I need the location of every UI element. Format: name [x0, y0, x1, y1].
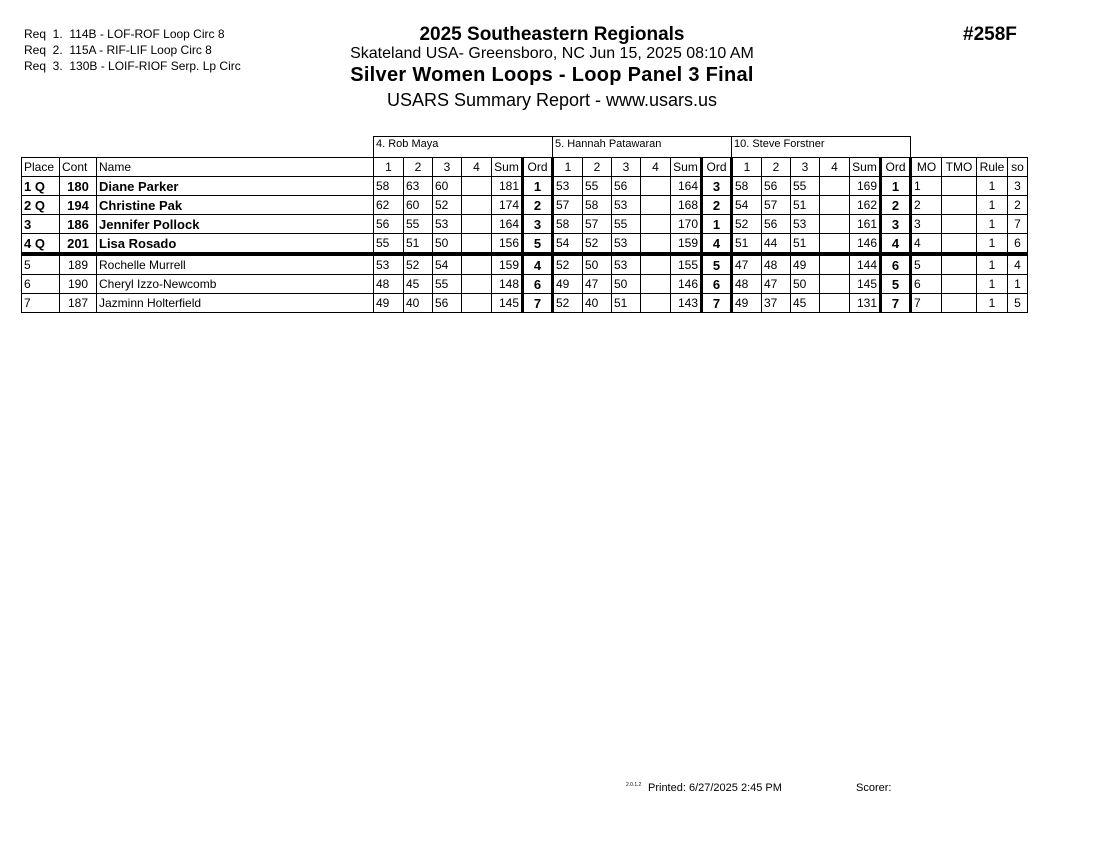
name-cell: Rochelle Murrell — [97, 254, 374, 275]
score-cell: 49 — [553, 275, 583, 294]
score-cell: 56 — [612, 177, 641, 196]
ord-cell: 2 — [881, 196, 911, 215]
mo-cell: 1 — [911, 177, 942, 196]
sum-cell: 168 — [671, 196, 702, 215]
table-row — [22, 254, 1028, 275]
sum-cell: 161 — [850, 215, 881, 234]
name-cell: Jazminn Holterfield — [97, 294, 374, 313]
ord-cell: 6 — [881, 254, 911, 275]
score-cell: 54 — [732, 196, 762, 215]
sum-cell: 174 — [492, 196, 523, 215]
so-cell: 4 — [1008, 254, 1028, 275]
header-judge-3-score-4: 4 — [820, 158, 850, 177]
header-judge-3-score-3: 3 — [791, 158, 820, 177]
score-cell — [641, 177, 671, 196]
cont-cell: 201 — [60, 234, 97, 255]
rule-cell: 1 — [977, 234, 1008, 255]
score-cell: 50 — [433, 234, 462, 255]
sum-cell: 144 — [850, 254, 881, 275]
score-cell: 58 — [553, 215, 583, 234]
score-cell: 54 — [553, 234, 583, 255]
ord-cell: 1 — [881, 177, 911, 196]
score-cell — [641, 234, 671, 255]
cont-cell: 194 — [60, 196, 97, 215]
score-cell — [820, 254, 850, 275]
sum-cell: 145 — [850, 275, 881, 294]
ord-cell: 3 — [523, 215, 553, 234]
table-row — [22, 215, 1028, 234]
score-cell: 56 — [374, 215, 404, 234]
score-cell: 52 — [732, 215, 762, 234]
score-cell — [820, 196, 850, 215]
score-cell: 57 — [583, 215, 612, 234]
header-judge-3-sum: Sum — [850, 158, 881, 177]
score-cell: 40 — [404, 294, 433, 313]
ord-cell: 4 — [523, 254, 553, 275]
score-cell: 51 — [612, 294, 641, 313]
header-judge-2-score-2: 2 — [583, 158, 612, 177]
header-judge-1-sum: Sum — [492, 158, 523, 177]
rule-cell: 1 — [977, 254, 1008, 275]
score-cell: 53 — [612, 196, 641, 215]
score-cell: 53 — [791, 215, 820, 234]
rule-cell: 1 — [977, 177, 1008, 196]
table-row — [22, 294, 1028, 313]
sum-cell: 169 — [850, 177, 881, 196]
rule-cell: 1 — [977, 294, 1008, 313]
ord-cell: 5 — [881, 275, 911, 294]
header-judge-1-score-3: 3 — [433, 158, 462, 177]
mo-cell: 4 — [911, 234, 942, 255]
score-cell: 52 — [404, 254, 433, 275]
sum-cell: 159 — [492, 254, 523, 275]
sum-cell: 148 — [492, 275, 523, 294]
ord-cell: 4 — [881, 234, 911, 255]
ord-cell: 2 — [702, 196, 732, 215]
ord-cell: 6 — [523, 275, 553, 294]
score-cell: 44 — [762, 234, 791, 255]
score-cell: 56 — [762, 215, 791, 234]
place-cell: 4 Q — [22, 234, 60, 255]
cont-cell: 186 — [60, 215, 97, 234]
judge-1-name: 4. Rob Maya — [374, 137, 553, 158]
score-cell — [641, 196, 671, 215]
score-cell: 60 — [433, 177, 462, 196]
score-cell: 45 — [404, 275, 433, 294]
score-cell: 62 — [374, 196, 404, 215]
column-header-row — [22, 158, 1028, 177]
report-title: USARS Summary Report - www.usars.us — [386, 90, 718, 110]
ord-cell: 3 — [702, 177, 732, 196]
results-table — [21, 136, 1028, 313]
header-judge-3-score-1: 1 — [732, 158, 762, 177]
score-cell: 48 — [374, 275, 404, 294]
sum-cell: 146 — [671, 275, 702, 294]
tmo-cell — [942, 196, 977, 215]
ord-cell: 5 — [523, 234, 553, 255]
score-cell: 55 — [374, 234, 404, 255]
tmo-cell — [942, 177, 977, 196]
place-cell: 7 — [22, 294, 60, 313]
requirement-1: Req 1. 114B - LOF-ROF Loop Circ 8 — [24, 27, 225, 41]
so-cell: 7 — [1008, 215, 1028, 234]
score-cell — [820, 294, 850, 313]
name-cell: Lisa Rosado — [97, 234, 374, 255]
header-judge-3-ord: Ord — [881, 158, 911, 177]
header-judge-1-score-1: 1 — [374, 158, 404, 177]
cont-cell: 190 — [60, 275, 97, 294]
score-cell: 49 — [374, 294, 404, 313]
score-cell — [820, 177, 850, 196]
score-cell: 51 — [791, 196, 820, 215]
score-cell: 50 — [791, 275, 820, 294]
ord-cell: 2 — [523, 196, 553, 215]
cont-cell: 187 — [60, 294, 97, 313]
place-cell: 6 — [22, 275, 60, 294]
score-cell: 55 — [433, 275, 462, 294]
tmo-cell — [942, 254, 977, 275]
mo-cell: 6 — [911, 275, 942, 294]
requirement-2: Req 2. 115A - RIF-LIF Loop Circ 8 — [24, 43, 212, 57]
venue-date: Skateland USA- Greensboro, NC Jun 15, 2025 08:10 AM — [350, 45, 754, 62]
table-row — [22, 196, 1028, 215]
tmo-cell — [942, 215, 977, 234]
score-cell — [641, 275, 671, 294]
judge-3-name: 10. Steve Forstner — [732, 137, 911, 158]
score-cell — [820, 275, 850, 294]
score-cell: 52 — [553, 294, 583, 313]
score-cell: 52 — [433, 196, 462, 215]
tmo-cell — [942, 234, 977, 255]
event-title: Silver Women Loops - Loop Panel 3 Final — [350, 64, 754, 86]
scorer-label: Scorer: — [856, 782, 892, 794]
sum-cell: 170 — [671, 215, 702, 234]
score-cell: 49 — [791, 254, 820, 275]
ord-cell: 6 — [702, 275, 732, 294]
ord-cell: 3 — [881, 215, 911, 234]
rule-cell: 1 — [977, 196, 1008, 215]
sum-cell: 159 — [671, 234, 702, 255]
score-cell: 55 — [583, 177, 612, 196]
score-cell — [462, 254, 492, 275]
score-cell — [462, 234, 492, 255]
ord-cell: 7 — [881, 294, 911, 313]
score-cell: 58 — [374, 177, 404, 196]
score-cell: 55 — [791, 177, 820, 196]
score-cell: 54 — [433, 254, 462, 275]
score-cell: 53 — [553, 177, 583, 196]
header-judge-2-ord: Ord — [702, 158, 732, 177]
place-cell: 5 — [22, 254, 60, 275]
sum-cell: 145 — [492, 294, 523, 313]
score-cell: 53 — [612, 254, 641, 275]
name-cell: Jennifer Pollock — [97, 215, 374, 234]
score-cell: 47 — [762, 275, 791, 294]
score-cell: 55 — [612, 215, 641, 234]
mo-cell: 2 — [911, 196, 942, 215]
ord-cell: 1 — [702, 215, 732, 234]
score-cell: 53 — [374, 254, 404, 275]
score-cell: 51 — [791, 234, 820, 255]
name-cell: Christine Pak — [97, 196, 374, 215]
ord-cell: 7 — [523, 294, 553, 313]
header-cont: Cont — [60, 158, 97, 177]
table-row — [22, 234, 1028, 255]
header-place: Place — [22, 158, 60, 177]
score-cell — [462, 294, 492, 313]
header-judge-1-score-4: 4 — [462, 158, 492, 177]
header-so: so — [1008, 158, 1028, 177]
sum-cell: 155 — [671, 254, 702, 275]
so-cell: 3 — [1008, 177, 1028, 196]
name-cell: Diane Parker — [97, 177, 374, 196]
score-cell: 58 — [732, 177, 762, 196]
score-cell: 55 — [404, 215, 433, 234]
score-cell — [462, 177, 492, 196]
so-cell: 6 — [1008, 234, 1028, 255]
header-judge-2-score-3: 3 — [612, 158, 641, 177]
sum-cell: 164 — [492, 215, 523, 234]
score-cell — [462, 196, 492, 215]
score-cell: 53 — [612, 234, 641, 255]
header-judge-1-ord: Ord — [523, 158, 553, 177]
mo-cell: 3 — [911, 215, 942, 234]
score-cell — [641, 294, 671, 313]
score-cell: 50 — [612, 275, 641, 294]
so-cell: 5 — [1008, 294, 1028, 313]
score-cell — [462, 275, 492, 294]
sum-cell: 156 — [492, 234, 523, 255]
score-cell: 37 — [762, 294, 791, 313]
rule-cell: 1 — [977, 275, 1008, 294]
score-cell: 50 — [583, 254, 612, 275]
score-cell: 57 — [553, 196, 583, 215]
score-cell: 57 — [762, 196, 791, 215]
judge-2-name: 5. Hannah Patawaran — [553, 137, 732, 158]
ord-cell: 5 — [702, 254, 732, 275]
score-cell: 56 — [433, 294, 462, 313]
header-judge-1-score-2: 2 — [404, 158, 433, 177]
score-cell — [462, 215, 492, 234]
requirement-3: Req 3. 130B - LOIF-RIOF Serp. Lp Circ — [24, 59, 241, 73]
score-cell: 47 — [583, 275, 612, 294]
ord-cell: 1 — [523, 177, 553, 196]
ord-cell: 7 — [702, 294, 732, 313]
cont-cell: 189 — [60, 254, 97, 275]
sum-cell: 162 — [850, 196, 881, 215]
ord-cell: 4 — [702, 234, 732, 255]
score-cell: 63 — [404, 177, 433, 196]
so-cell: 1 — [1008, 275, 1028, 294]
so-cell: 2 — [1008, 196, 1028, 215]
sum-cell: 146 — [850, 234, 881, 255]
score-cell — [641, 215, 671, 234]
score-cell: 48 — [762, 254, 791, 275]
score-cell: 49 — [732, 294, 762, 313]
cont-cell: 180 — [60, 177, 97, 196]
score-cell: 52 — [553, 254, 583, 275]
header-mo: MO — [911, 158, 942, 177]
score-cell: 40 — [583, 294, 612, 313]
place-cell: 1 Q — [22, 177, 60, 196]
score-cell: 48 — [732, 275, 762, 294]
table-row — [22, 177, 1028, 196]
score-cell: 56 — [762, 177, 791, 196]
header-judge-3-score-2: 2 — [762, 158, 791, 177]
score-cell: 51 — [404, 234, 433, 255]
header-judge-2-score-1: 1 — [553, 158, 583, 177]
sum-cell: 181 — [492, 177, 523, 196]
header-name: Name — [97, 158, 374, 177]
printed-date: Printed: 6/27/2025 2:45 PM — [648, 782, 782, 794]
score-cell: 60 — [404, 196, 433, 215]
score-cell: 47 — [732, 254, 762, 275]
tmo-cell — [942, 275, 977, 294]
score-cell: 51 — [732, 234, 762, 255]
header-judge-2-score-4: 4 — [641, 158, 671, 177]
event-number: #258F — [963, 24, 1017, 45]
header-tmo: TMO — [942, 158, 977, 177]
tmo-cell — [942, 294, 977, 313]
score-cell: 45 — [791, 294, 820, 313]
competition-title: 2025 Southeastern Regionals — [419, 24, 685, 45]
score-cell: 53 — [433, 215, 462, 234]
table-row — [22, 275, 1028, 294]
score-cell — [820, 215, 850, 234]
sum-cell: 143 — [671, 294, 702, 313]
name-cell: Cheryl Izzo-Newcomb — [97, 275, 374, 294]
mo-cell: 5 — [911, 254, 942, 275]
judges-row — [22, 137, 1028, 158]
header-rule: Rule — [977, 158, 1008, 177]
sum-cell: 164 — [671, 177, 702, 196]
place-cell: 2 Q — [22, 196, 60, 215]
sum-cell: 131 — [850, 294, 881, 313]
score-cell — [641, 254, 671, 275]
header-judge-2-sum: Sum — [671, 158, 702, 177]
mo-cell: 7 — [911, 294, 942, 313]
version-text: 2.0.1.2 — [626, 782, 642, 788]
place-cell: 3 — [22, 215, 60, 234]
score-cell: 52 — [583, 234, 612, 255]
rule-cell: 1 — [977, 215, 1008, 234]
score-cell — [820, 234, 850, 255]
score-cell: 58 — [583, 196, 612, 215]
